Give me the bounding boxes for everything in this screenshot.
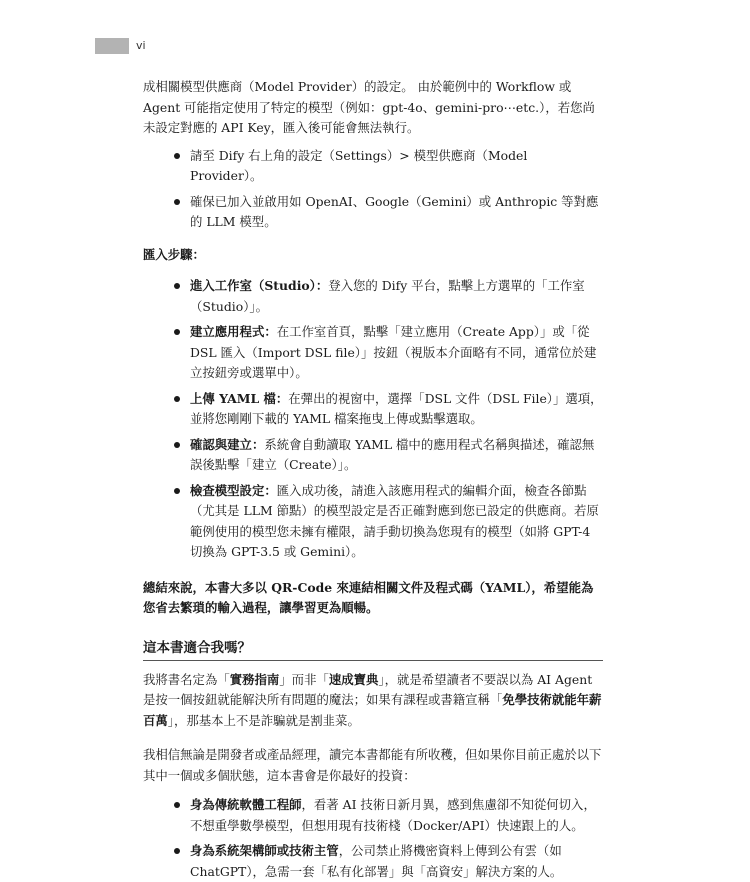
page-number: vi [136, 39, 146, 52]
list-item [143, 795, 603, 836]
bullet-icon [174, 283, 180, 289]
list-item [143, 322, 603, 384]
list-item [143, 192, 603, 233]
list-item [143, 841, 603, 882]
bullet-icon [174, 488, 180, 494]
header-bar [95, 38, 129, 54]
text-run: 我將書名定為「 [143, 671, 230, 687]
step-label: 確認與建立： [190, 436, 265, 452]
emphasis-text: 實務指南 [229, 671, 280, 687]
section-title: 這本書適合我嗎？ [143, 639, 603, 661]
section-paragraph-2: 我相信無論是開發者或產品經理，讀完本書都能有所收穫，但如果你目前正處於以下其中一個或多個狀態，這本書會是你最好的投資： [143, 747, 602, 783]
step-label: 建立應用程式： [190, 324, 277, 339]
summary-text: 總結來說，本書大多以 QR-Code 來連結相關文件及程式碼（YAML），希望能為您省去繁瑣的輸入過程，讓學習更為順暢。 [143, 579, 594, 615]
bullet-icon [174, 396, 180, 402]
bullet-icon [174, 802, 180, 808]
emphasis-text: 免學技術就能年薪百萬 [143, 692, 602, 728]
step-text: 在彈出的視窗中，選擇「DSL 文件（DSL File）」選項，並將您剛剛下載的 YAML 檔案拖曳上傳或點擊選取。 [190, 390, 603, 426]
bullet-icon [174, 329, 180, 335]
summary-paragraph [143, 578, 603, 619]
bullet-icon [174, 848, 180, 854]
step-text: 登入您的 Dify 平台，點擊上方選單的「工作室（Studio）」。 [190, 278, 585, 314]
step-label: 進入工作室（Studio）： [190, 278, 329, 293]
setup-bullet-list [143, 146, 603, 233]
audience-label: 身為系統架構師或技術主管 [190, 843, 339, 858]
import-heading: 匯入步驟： [143, 246, 205, 262]
emphasis-text: 速成寶典 [328, 671, 379, 687]
bullet-text: 確保已加入並啟用如 OpenAI、Google（Gemini）或 Anthropic 等對應的 LLM 模型。 [190, 193, 599, 229]
audience-text: ，公司禁止將機密資料上傳到公有雲（如 ChatGPT），急需一套「私有化部署」與「高資安」解決方案的人。 [190, 843, 563, 879]
step-label: 上傳 YAML 檔： [190, 390, 289, 406]
audience-bullet-list [143, 795, 603, 882]
list-item [143, 389, 603, 430]
text-run: 」，就是希望讀者不要誤以為 AI Agent 是按一個按鈕就能解決所有問題的魔法；如果有課程或書籍宣稱「 [143, 671, 593, 707]
text-run: 」，那基本上不是詐騙就是割韭菜。 [167, 712, 360, 728]
section-paragraph-1 [143, 670, 603, 732]
bullet-icon [174, 199, 180, 205]
step-label: 檢查模型設定： [190, 482, 277, 498]
step-text: 匯入成功後，請進入該應用程式的編輯介面，檢查各節點（尤其是 LLM 節點）的模型設定是否正確對應到您已設定的供應商。若原範例使用的模型您未擁有權限，請手動切換為您現有的模型（如將 GPT-4 切換為 GPT-3.5 或 Gemini）。 [190, 482, 599, 559]
text-run: 」而非「 [279, 671, 329, 687]
audience-text: ，看著 AI 技術日新月異，感到焦慮卻不知從何切入，不想重學數學模型，但想用現有技術棧（Docker/API）快速跟上的人。 [190, 797, 596, 833]
page-content [143, 77, 603, 882]
bullet-icon [174, 153, 180, 159]
intro-paragraph: 成相關模型供應商（Model Provider）的設定。 由於範例中的 Workflow 或 Agent 可能指定使用了特定的模型（例如：gpt-4o、gemini-pro⋯etc.），若您尚未設定對應的 API Key，匯入後可能會無法執行。 [143, 79, 595, 135]
audience-label: 身為傳統軟體工程師 [190, 797, 302, 812]
list-item [143, 481, 603, 563]
list-item [143, 435, 603, 476]
step-text: 在工作室首頁，點擊「建立應用（Create App）」或「從 DSL 匯入（Import DSL file）」按鈕（視版本介面略有不同，通常位於建立按鈕旁或選單中）。 [190, 324, 597, 380]
import-step-list [143, 276, 603, 563]
page-header [95, 38, 146, 54]
step-text: 系統會自動讀取 YAML 檔中的應用程式名稱與描述，確認無誤後點擊「建立（Create）」。 [190, 436, 595, 472]
bullet-text: 請至 Dify 右上角的設定（Settings）> 模型供應商（Model Provider）。 [190, 147, 528, 183]
bullet-icon [174, 442, 180, 448]
list-item [143, 146, 603, 187]
list-item [143, 276, 603, 317]
